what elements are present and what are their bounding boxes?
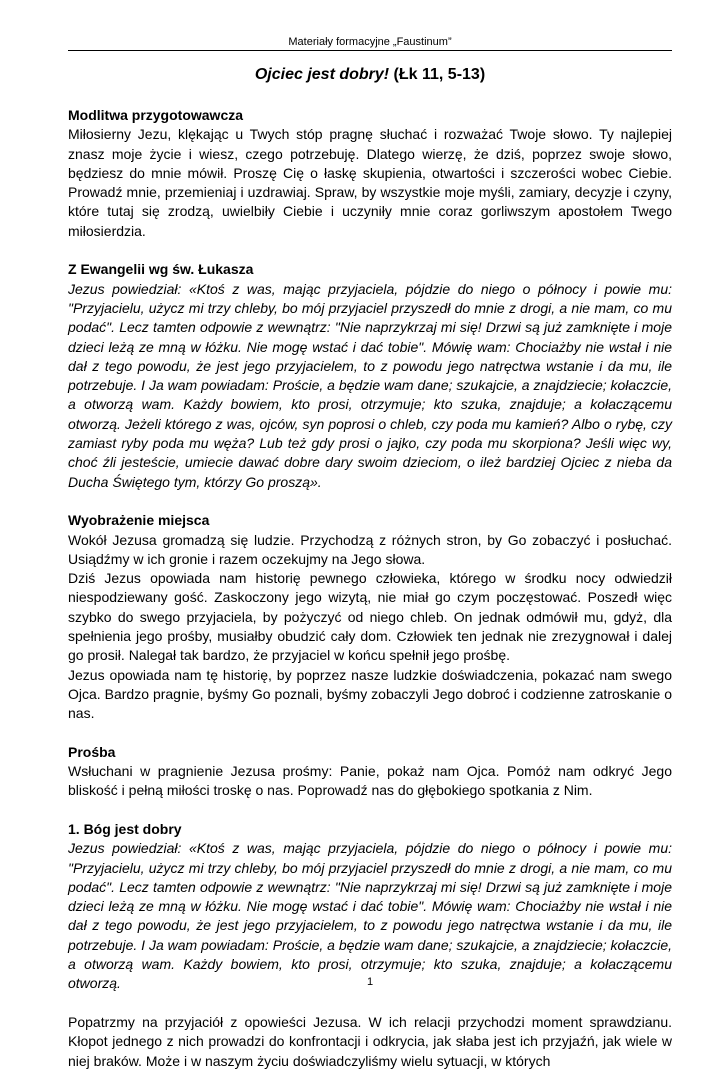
section-gap: [68, 994, 672, 1013]
gospel-quote: Jezus powiedział: «Ktoś z was, mając przyjaciela, pójdzie do niego o północy i powie mu: "Przyjacielu, użycz mi trzy chleby, bo mój przyjaciel przyszedł do mnie z drogi, a nie mam, co mu podać". Lecz tamten odpowie z wewnątrz: "Nie naprzykrzaj mi się! Drzwi są już zamknięte i moje dzieci leżą ze mną w łóżku. Nie mogę wstać i dać tobie". Mówię wam: Chociażby nie wstał i nie dał z tego powodu, że jest jego przyjacielem, to z powodu jego natręctwa wstanie i da mu, ile potrzebuje. I Ja wam powiadam: Proście, a będzie wam dane; szukajcie, a znajdziecie; kołaczcie, a otworzą wam. Każdy bowiem, kto prosi, otrzymuje; kto szuka, znajduje; a kołaczącemu otworzą. Jeżeli którego z was, ojców, syn poprosi o chleb, czy poda mu kamień? Albo o rybę, czy zamiast ryby poda mu węża? Lub też gdy prosi o jajko, czy poda mu skorpiona? Jeśli więc wy, choć źli jesteście, umiecie dawać dobre dary swoim dzieciom, o ileż bardziej Ojciec z nieba da Ducha Świętego tym, którzy Go proszą».: [68, 280, 672, 490]
section-paragraph: Wsłuchani w pragnienie Jezusa prośmy: Panie, pokaż nam Ojca. Pomóż nam odkryć Jego bliskość i pełną miłości troskę o nas. Poprowadź nas do głębokiego spotkania z Nim.: [68, 763, 672, 799]
section-heading-gospel: Z Ewangelii wg św. Łukasza: [68, 261, 254, 278]
document-body: [68, 106, 672, 1071]
section-gap: [68, 492, 672, 511]
section-gap: [68, 801, 672, 820]
header-rule: [68, 50, 672, 51]
section-paragraph: Miłosierny Jezu, klękając u Twych stóp pragnę słuchać i rozważać Twoje słowo. Ty najlepiej znasz moje życie i wiesz, czego potrzebuję. Dlatego wierzę, że dziś, poprzez swoje słowo, będziesz do mnie mówił. Proszę Cię o łaskę skupienia, otwartości i szczerości wobec Ciebie. Prowadź mnie, przemieniaj i uzdrawiaj. Spraw, by wszystkie moje myśli, zamiary, decyzje i czyny, które tutaj się zrodzą, uwielbiły Ciebie i uczyniły mnie coraz gorliwszym apostołem Twego miłosierdzia.: [68, 126, 672, 239]
page-title: [68, 66, 672, 84]
section-paragraph: Wokół Jezusa gromadzą się ludzie. Przychodzą z różnych stron, by Go zobaczyć i posłuchać. Usiądźmy w ich gronie i razem oczekujmy na Jego słowa.: [68, 531, 672, 567]
gospel-quote: Jezus powiedział: «Ktoś z was, mając przyjaciela, pójdzie do niego o północy i powie mu: "Przyjacielu, użycz mi trzy chleby, bo mój przyjaciel przyszedł do mnie z drogi, a nie mam, co mu podać". Lecz tamten odpowie z wewnątrz: "Nie naprzykrzaj mi się! Drzwi są już zamknięte i moje dzieci leżą ze mną w łóżku. Nie mogę wstać i dać tobie". Mówię wam: Chociażby nie wstał i nie dał z tego powodu, że jest jego przyjacielem, to z powodu jego natręctwa wstanie i da mu, ile potrzebuje. I Ja wam powiadam: Proście, a będzie wam dane; szukajcie, a znajdziecie; kołaczcie, a otworzą wam. Każdy bowiem, kto prosi, otrzymuje; kto szuka, znajduje; a kołaczącemu otworzą.: [68, 840, 672, 992]
section-paragraph: Jezus opowiada nam tę historię, by poprzez nasze ludzkie doświadczenia, pokazać nam swego Ojca. Bardzo pragnie, byśmy Go poznali, byśmy zobaczyli Jego dobroć i codzienne zatroskanie o nas.: [68, 666, 672, 722]
section-gap: [68, 724, 672, 743]
running-header: Materiały formacyjne „Faustinum”: [288, 36, 452, 48]
section-heading-prayer: Modlitwa przygotowawcza: [68, 107, 244, 123]
section-heading-request: Prośba: [68, 743, 116, 760]
section-heading-god-is-good: 1. Bóg jest dobry: [68, 820, 182, 837]
section-heading-imagination: Wyobrażenie miejsca: [68, 512, 210, 529]
page-number: 1: [366, 976, 374, 988]
section-paragraph: Popatrzmy na przyjaciół z opowieści Jezusa. W ich relacji przychodzi moment sprawdzianu. Kłopot jednego z nich prowadzi do konfrontacji i odkrycia, jak słaba jest ich przyjaźń, jak wiele w niej braków. Może i w naszym życiu doświadczyliśmy wielu sytuacji, w których: [68, 1013, 672, 1069]
section-gap: [68, 241, 672, 260]
section-paragraph: Dziś Jezus opowiada nam historię pewnego człowieka, którego w środku nocy odwiedził niespodziewany gość. Zaskoczony jego wizytą, nie miał go czym poczęstować. Poszedł więc szybko do swego przyjaciela, by pożyczyć od niego chleb. On jednak odmówił mu, gdyż, dla spełnienia jego prośby, musiałby obudzić cały dom. Człowiek ten jednak nie zrezygnował i dalej go prosił. Nalegał tak bardzo, że przyjaciel w końcu spełnił jego prośbę.: [68, 570, 672, 664]
title-reference: (Łk 11, 5-13): [389, 66, 486, 83]
title-main: Ojciec jest dobry!: [254, 66, 390, 83]
